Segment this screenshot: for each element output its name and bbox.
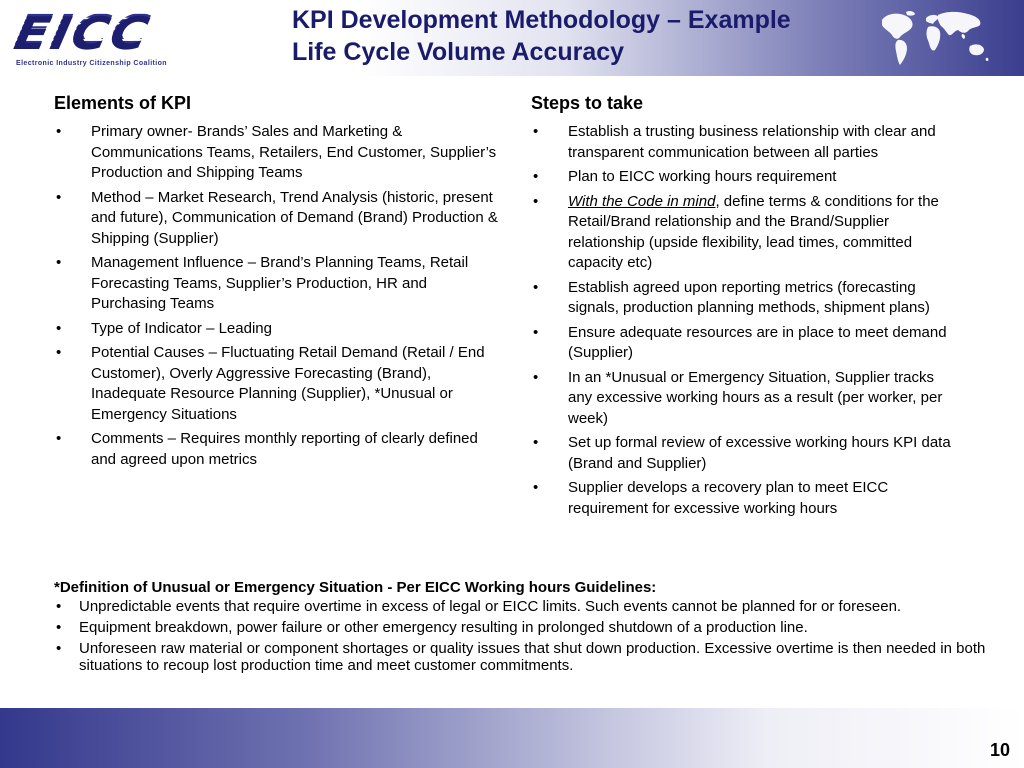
definitions-heading: *Definition of Unusual or Emergency Situation - Per EICC Working hours Guidelines: — [54, 579, 657, 596]
definitions-section — [54, 578, 1004, 678]
page-number: 10 — [989, 740, 1010, 760]
kpi-elements-list — [54, 122, 498, 470]
list-item: • Management Influence – Brand’s Planning Teams, Retail Forecasting Teams, Supplier’s Production, HR and Purchasing Teams — [54, 253, 498, 315]
emphasis-text: With the Code in mind — [568, 192, 716, 210]
slide-title — [292, 4, 872, 68]
list-item: • Potential Causes – Fluctuating Retail Demand (Retail / End Customer), Overly Aggressive Forecasting (Brand), Inadequate Resource Planning (Supplier), *Unusual or Emergency Situations — [54, 343, 498, 425]
list-item: • Unpredictable events that require overtime in excess of legal or EICC limits. Such events cannot be planned for or foreseen. — [54, 598, 1004, 615]
list-item: • Comments – Requires monthly reporting of clearly defined and agreed upon metrics — [54, 429, 498, 470]
list-item — [531, 192, 961, 274]
title-line-2: Life Cycle Volume Accuracy — [292, 38, 625, 66]
elements-of-kpi-section — [54, 92, 498, 474]
logo-subtitle: Electronic Industry Citizenship Coalition — [16, 60, 167, 67]
eicc-logo — [10, 4, 186, 68]
slide-header — [0, 0, 1024, 76]
list-item: • In an *Unusual or Emergency Situation, Supplier tracks any excessive working hours as a result (per worker, per week) — [531, 368, 961, 430]
list-item: • Equipment breakdown, power failure or other emergency resulting in prolonged shutdown of a production line. — [54, 619, 1004, 636]
list-item: • Plan to EICC working hours requirement — [531, 167, 961, 188]
list-item: • Establish agreed upon reporting metrics (forecasting signals, production planning methods, shipment plans) — [531, 278, 961, 319]
list-item: • Unforeseen raw material or component shortages or quality issues that shut down production. Excessive overtime is then needed in both situations to recoup lost production time and meet customer commitments. — [54, 640, 1004, 674]
section-heading: Steps to take — [531, 93, 644, 113]
title-line-1: KPI Development Methodology – Example — [292, 6, 791, 34]
list-item: • Ensure adequate resources are in place to meet demand (Supplier) — [531, 323, 961, 364]
slide-footer — [0, 708, 1024, 768]
logo-wordmark: EICC — [10, 4, 156, 58]
list-item: • Type of Indicator – Leading — [54, 319, 498, 340]
list-item: • Primary owner- Brands’ Sales and Marketing & Communications Teams, Retailers, End Customer, Supplier’s Production and Shipping Teams — [54, 122, 498, 184]
steps-list — [531, 122, 961, 519]
list-item: • Establish a trusting business relationship with clear and transparent communication between all parties — [531, 122, 961, 163]
steps-to-take-section — [531, 92, 961, 523]
list-item: • Set up formal review of excessive working hours KPI data (Brand and Supplier) — [531, 433, 961, 474]
section-heading: Elements of KPI — [54, 93, 192, 113]
world-map-icon — [876, 6, 992, 68]
definitions-list — [54, 598, 1004, 674]
list-item-text: , define terms & conditions for the Retail/Brand relationship and the Brand/Supplier relationship (upside flexibility, lead times, committed capacity etc) — [568, 192, 939, 271]
list-item: • Supplier develops a recovery plan to meet EICC requirement for excessive working hours — [531, 478, 961, 519]
list-item: • Method – Market Research, Trend Analysis (historic, present and future), Communication of Demand (Brand) Production & Shipping (Supplier) — [54, 188, 498, 250]
